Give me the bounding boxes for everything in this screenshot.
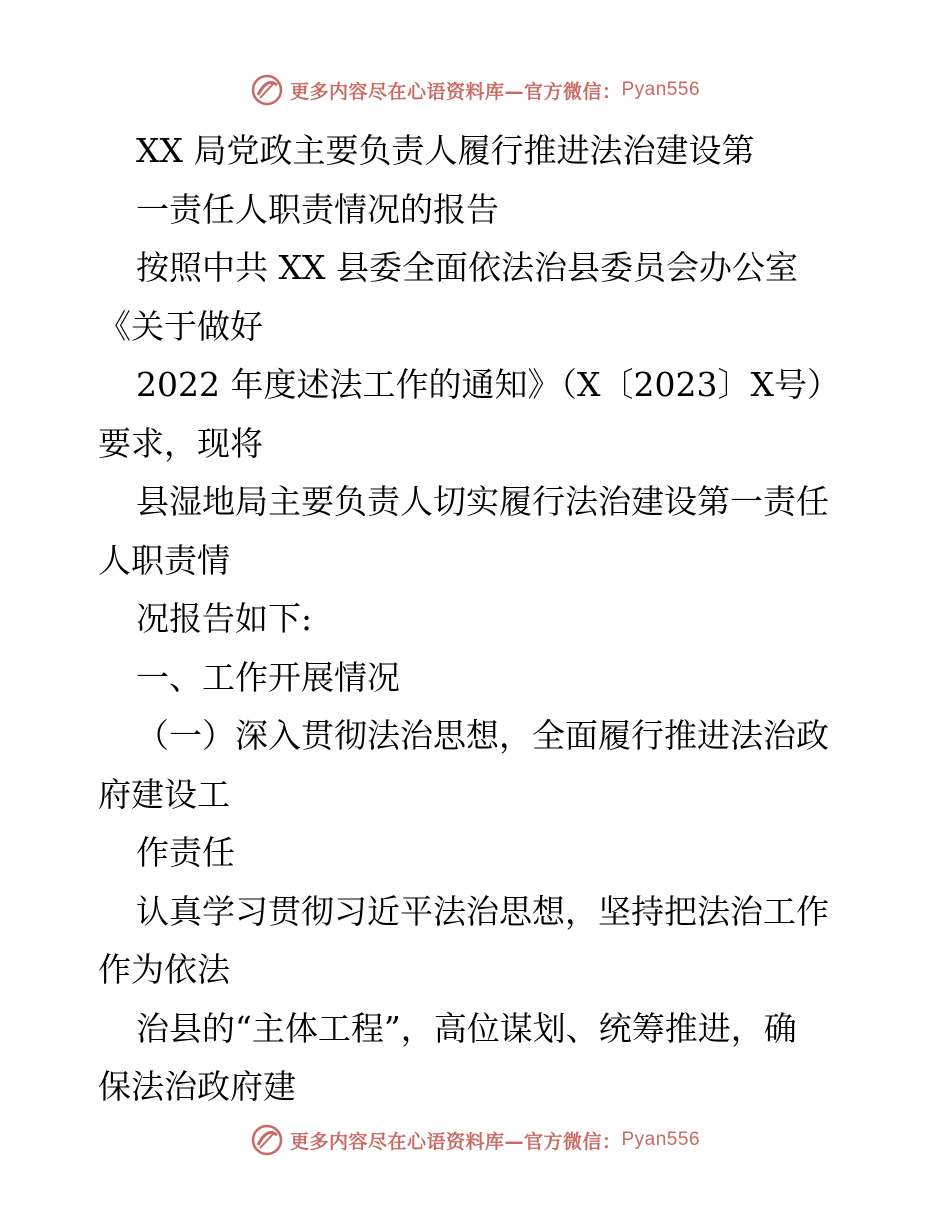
watermark-text: 更多内容尽在心语资料库—官方微信： — [289, 1130, 622, 1153]
paragraph-line: 按照中共 XX 县委全面依法治县委员会办公室 — [136, 248, 798, 287]
paragraph-line: 人职责情 — [98, 540, 230, 580]
watermark-footer — [0, 1120, 950, 1160]
section-heading: 一、工作开展情况 — [136, 657, 400, 697]
paragraph-line: 认真学习贯彻习近平法治思想，坚持把法治工作 — [136, 891, 829, 931]
subsection-heading: 府建设工 — [98, 774, 230, 814]
title-line-1: XX 局党政主要负责人履行推进法治建设第 — [136, 131, 755, 170]
title-line-2: 一责任人职责情况的报告 — [136, 189, 499, 229]
subsection-heading: （一）深入贯彻法治思想，全面履行推进法治政 — [136, 716, 829, 755]
paragraph-line: 要求，现将 — [98, 423, 263, 463]
paragraph-line: 2022 年度述法工作的通知》（X〔2023〕X号） — [136, 365, 840, 404]
watermark-id: Pyan556 — [621, 79, 701, 100]
paragraph-line: 况报告如下: — [136, 599, 313, 638]
paragraph-line: 作为依法 — [98, 950, 230, 989]
watermark-header — [0, 70, 950, 110]
paragraph-line: 县湿地局主要负责人切实履行法治建设第一责任 — [136, 482, 829, 521]
paragraph-line: 保法治政府建 — [98, 1067, 296, 1106]
paragraph-line: 治县的“主体工程”，高位谋划、统筹推进，确 — [136, 1008, 797, 1048]
paragraph-line: 《关于做好 — [98, 306, 263, 346]
logo-icon — [250, 73, 284, 107]
subsection-heading: 作责任 — [136, 833, 235, 872]
watermark-id: Pyan556 — [621, 1129, 701, 1150]
document-body — [98, 122, 878, 1117]
watermark-text: 更多内容尽在心语资料库—官方微信： — [289, 80, 622, 103]
logo-icon — [250, 1123, 284, 1157]
